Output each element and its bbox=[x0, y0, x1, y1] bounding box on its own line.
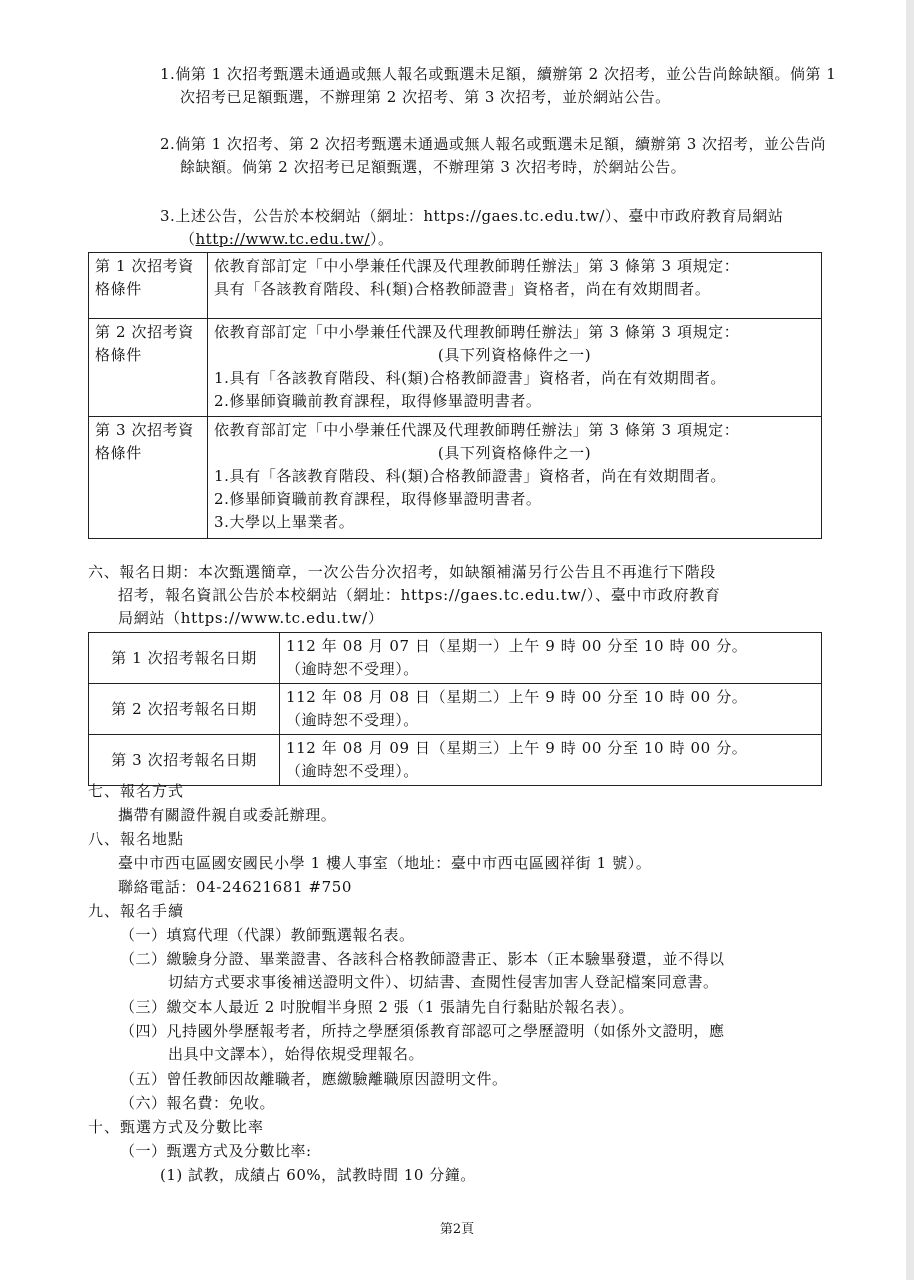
section-9-title: 九、報名手續 bbox=[88, 902, 185, 920]
qual-label: 第 3 次招考資格條件 bbox=[89, 417, 208, 539]
page-number: 第2頁 bbox=[439, 1222, 475, 1237]
qual-label: 第 2 次招考資格條件 bbox=[89, 319, 208, 417]
table-row bbox=[89, 253, 822, 319]
date-content: 112 年 08 月 09 日（星期三）上午 9 時 00 分至 10 時 00 分。 （逾時恕不受理）。 bbox=[280, 735, 822, 786]
qual-content: 依教育部訂定「中小學兼任代課及代理教師聘任辦法」第 3 條第 3 項規定： (具下列資格條件之一) 1.具有「各該教育階段、科(類)合格教師證書」資格者，尚在有效期間者。 2.修畢師資職前教育課程，取得修畢證明書者。 bbox=[208, 319, 822, 417]
date-table bbox=[88, 632, 822, 786]
section-10-title: 十、甄選方式及分數比率 bbox=[88, 1118, 265, 1136]
note-1: 1.倘第 1 次招考甄選未通過或無人報名或甄選未足額，續辦第 2 次招考，並公告尚餘缺額。倘第 1 次招考已足額甄選，不辦理第 2 次招考、第 3 次招考，並於網站公告。 bbox=[160, 65, 837, 106]
table-row bbox=[89, 319, 822, 417]
list-item: （五）曾任教師因故離職者，應繳驗離職原因證明文件。 bbox=[120, 1070, 508, 1088]
table-row bbox=[89, 735, 822, 786]
note-2: 2.倘第 1 次招考、第 2 次招考甄選未通過或無人報名或甄選未足額，續辦第 3 次招考，並公告尚餘缺額。倘第 2 次招考已足額甄選，不辦理第 3 次招考時，於網站公告。 bbox=[160, 135, 827, 176]
date-label: 第 3 次招考報名日期 bbox=[89, 735, 280, 786]
tc-edu-link[interactable]: http://www.tc.edu.tw/ bbox=[195, 230, 371, 248]
date-content: 112 年 08 月 07 日（星期一）上午 9 時 00 分至 10 時 00 分。 （逾時恕不受理）。 bbox=[280, 633, 822, 684]
table-row bbox=[89, 633, 822, 684]
list-item: （四）凡持國外學歷報考者，所持之學歷須係教育部認可之學歷證明（如係外文證明，應 出具中文譯本），始得依規受理報名。 bbox=[120, 1022, 725, 1063]
section-8-address: 臺中市西屯區國安國民小學 1 樓人事室（地址：臺中市西屯區國祥街 1 號）。 bbox=[118, 854, 652, 872]
date-label: 第 1 次招考報名日期 bbox=[89, 633, 280, 684]
date-content: 112 年 08 月 08 日（星期二）上午 9 時 00 分至 10 時 00 分。 （逾時恕不受理）。 bbox=[280, 684, 822, 735]
section-7-body: 攜帶有關證件親自或委託辦理。 bbox=[118, 806, 337, 824]
note-3: 3.上述公告，公告於本校網站（網址：https://gaes.tc.edu.tw/）、臺中市政府教育局網站（http://www.tc.edu.tw/）。 bbox=[160, 207, 784, 248]
list-item: （三）繳交本人最近 2 吋脫帽半身照 2 張（1 張請先自行黏貼於報名表）。 bbox=[120, 998, 634, 1016]
qual-content: 依教育部訂定「中小學兼任代課及代理教師聘任辦法」第 3 條第 3 項規定： 具有「各該教育階段、科(類)合格教師證書」資格者，尚在有效期間者。 bbox=[208, 253, 822, 319]
list-item: （一）填寫代理（代課）教師甄選報名表。 bbox=[120, 926, 415, 944]
qual-content: 依教育部訂定「中小學兼任代課及代理教師聘任辦法」第 3 條第 3 項規定： (具下列資格條件之一) 1.具有「各該教育階段、科(類)合格教師證書」資格者，尚在有效期間者。 2.修畢師資職前教育課程，取得修畢證明書者。 3.大學以上畢業者。 bbox=[208, 417, 822, 539]
section-10-item: (1) 試教，成績占 60%，試教時間 10 分鐘。 bbox=[160, 1166, 476, 1184]
qualification-table bbox=[88, 252, 822, 539]
section-8-phone: 聯絡電話：04-24621681 #750 bbox=[118, 878, 353, 896]
list-item: （二）繳驗身分證、畢業證書、各該科合格教師證書正、影本（正本驗畢發還，並不得以 切結方式要求事後補送證明文件）、切結書、查閱性侵害加害人登記檔案同意書。 bbox=[120, 950, 725, 991]
table-row bbox=[89, 417, 822, 539]
section-10-sub: （一）甄選方式及分數比率: bbox=[120, 1142, 312, 1160]
qual-label: 第 1 次招考資格條件 bbox=[89, 253, 208, 319]
section-7-title: 七、報名方式 bbox=[88, 782, 185, 800]
section-8-title: 八、報名地點 bbox=[88, 830, 185, 848]
list-item: （六）報名費：免收。 bbox=[120, 1094, 276, 1112]
table-row bbox=[89, 684, 822, 735]
date-label: 第 2 次招考報名日期 bbox=[89, 684, 280, 735]
page-edge bbox=[906, 0, 914, 1280]
section-6: 六、報名日期：本次甄選簡章，一次公告分次招考，如缺額補滿另行公告且不再進行下階段 招考，報名資訊公告於本校網站（網址：https://gaes.tc.edu.tw/）、臺中市政府教育 局網站（https://www.tc.edu.tw/） bbox=[88, 563, 721, 627]
